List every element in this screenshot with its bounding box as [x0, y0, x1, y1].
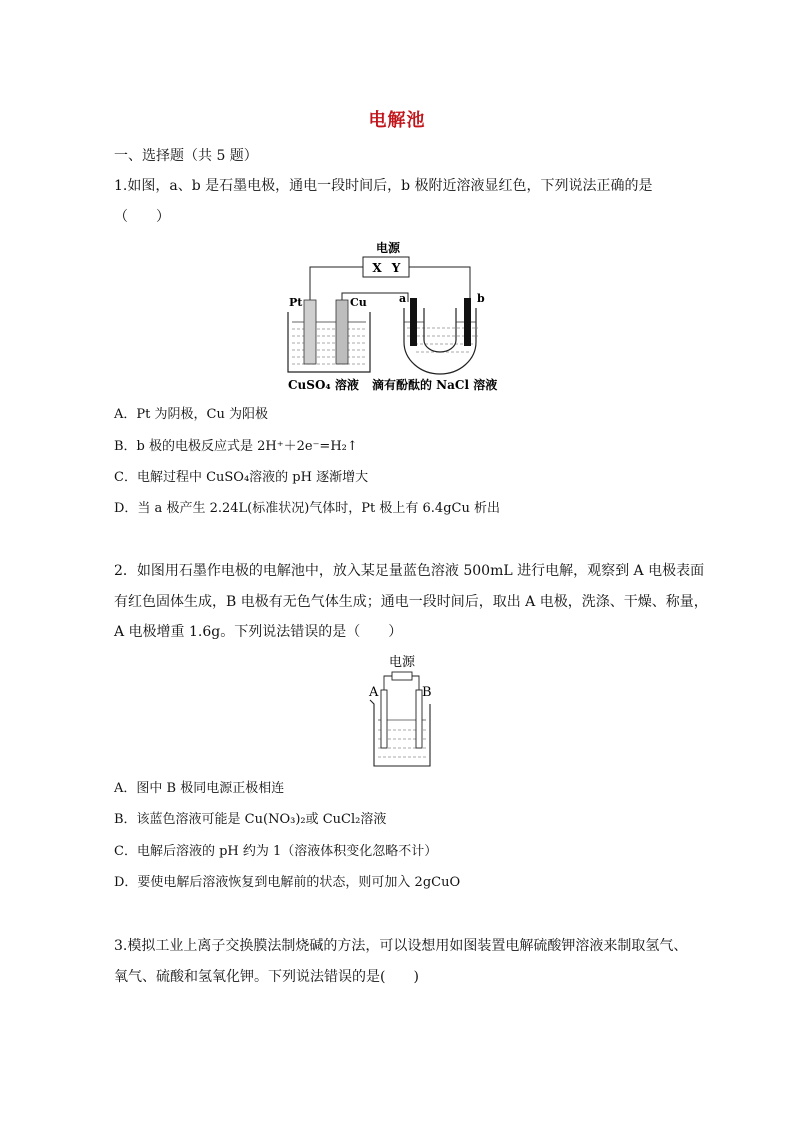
- q1-cu-electrode: [336, 300, 348, 364]
- q2-a-label: A: [369, 685, 379, 700]
- q1-option-a: A．Pt 为阴极，Cu 为阳极: [114, 407, 268, 422]
- q1-stem-line2: （ ）: [114, 209, 170, 225]
- q1-stem-line1: 1.如图，a、b 是石墨电极，通电一段时间后，b 极附近溶液显红色，下列说法正确的是: [114, 178, 653, 194]
- q1-pt-label: Pt: [289, 296, 303, 309]
- q1-y-label: Y: [391, 261, 401, 275]
- q1-power-box: [363, 257, 409, 277]
- q1-figure: [280, 236, 520, 398]
- q2-option-a: A．图中 B 极同电源正极相连: [114, 781, 285, 796]
- q2-option-b: B．该蓝色溶液可能是 Cu(NO₃)₂或 CuCl₂溶液: [114, 812, 387, 827]
- q1-a-label: a: [399, 292, 407, 305]
- q1-a-electrode: [410, 298, 417, 346]
- q1-left-caption: CuSO₄ 溶液: [288, 378, 359, 392]
- q2-option-d: D．要使电解后溶液恢复到电解前的状态，则可加入 2gCuO: [114, 875, 461, 890]
- section-heading: 一、选择题（共 5 题）: [114, 148, 258, 164]
- q1-option-c: C．电解过程中 CuSO₄溶液的 pH 逐渐增大: [114, 470, 369, 485]
- q2-b-electrode: [416, 690, 422, 748]
- q1-wire-right: [409, 267, 470, 302]
- q1-pt-electrode: [304, 300, 316, 364]
- q2-stem-line2: 有红色固体生成，B 电极有无色气体生成；通电一段时间后，取出 A 电极，洗涤、干燥、称量，: [114, 594, 708, 610]
- q1-b-electrode: [464, 298, 471, 346]
- page-title: 电解池: [368, 110, 426, 131]
- q2-stem-line1: 2．如图用石墨作电极的电解池中，放入某足量蓝色溶液 500mL 进行电解，观察到 A 电极表面: [114, 563, 705, 579]
- q2-power-box: [392, 672, 412, 680]
- q1-option-b: B．b 极的电极反应式是 2H⁺＋2e⁻=H₂↑: [114, 439, 358, 454]
- q2-figure: [362, 650, 442, 772]
- q1-cu-label: Cu: [350, 296, 367, 309]
- q3-stem-line2: 氧气、硫酸和氢氧化钾。下列说法错误的是( ): [114, 969, 419, 985]
- q2-a-electrode: [381, 690, 387, 748]
- q2-power-label: 电源: [388, 655, 416, 670]
- q1-b-label: b: [477, 292, 485, 305]
- q1-x-label: X: [372, 261, 382, 275]
- q3-stem-line1: 3.模拟工业上离子交换膜法制烧碱的方法，可以设想用如图装置电解硫酸钾溶液来制取氢气、: [114, 938, 688, 954]
- q2-wire-right: [412, 676, 419, 690]
- q2-wire-left: [384, 676, 392, 690]
- q2-option-c: C．电解后溶液的 pH 约为 1（溶液体积变化忽略不计）: [114, 844, 438, 859]
- q2-b-label: B: [422, 685, 432, 700]
- q1-power-label: 电源: [375, 241, 401, 255]
- q1-cuso4-beaker: [288, 312, 370, 372]
- q1-option-d: D．当 a 极产生 2.24L(标准状况)气体时，Pt 极上有 6.4gCu 析出: [114, 501, 500, 516]
- q1-right-caption: 滴有酚酞的 NaCl 溶液: [372, 378, 498, 392]
- q2-stem-line3: A 电极增重 1.6g。下列说法错误的是（ ）: [114, 624, 403, 640]
